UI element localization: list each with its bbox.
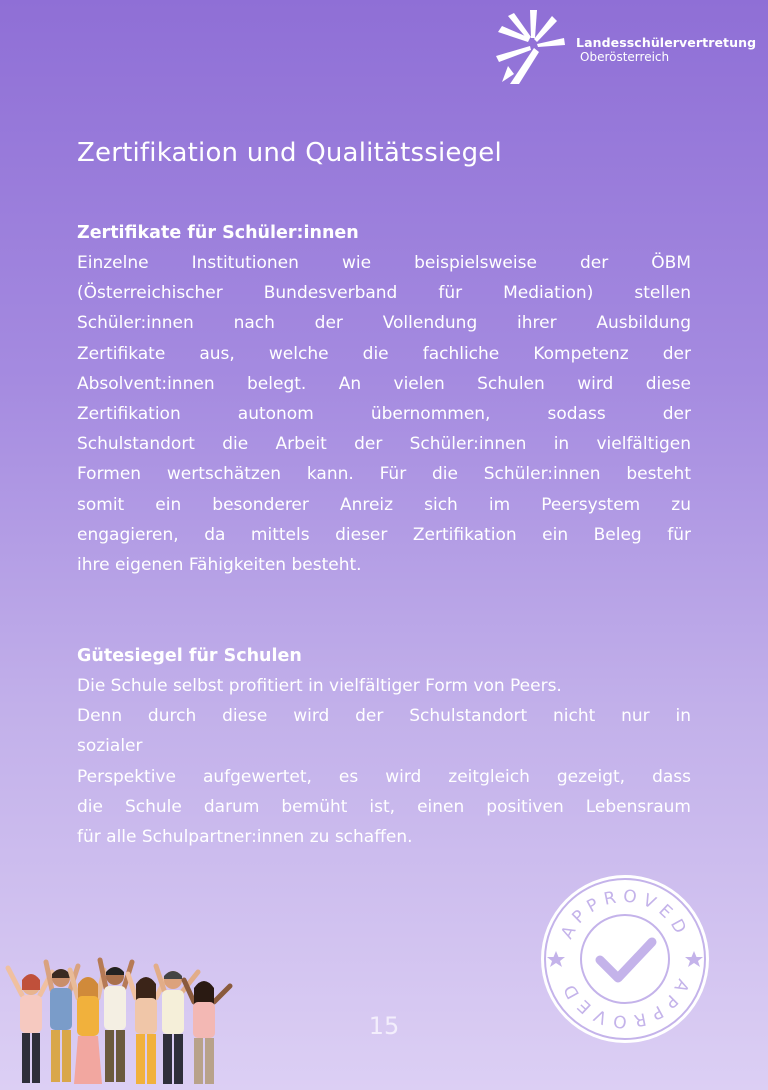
badge-text-top: APPROVED [557, 886, 693, 943]
paragraph-line: Schulstandort die Arbeit der Schüler:innen in vielfältigen [77, 434, 691, 455]
paragraph-line: sozialer [77, 736, 143, 757]
paragraph-line: die Schule darum bemüht ist, einen positiven Lebensraum [77, 796, 691, 817]
paragraph-line: engagieren, da mittels dieser Zertifikation ein Beleg für [77, 524, 691, 545]
approved-badge [538, 872, 712, 1046]
paragraph-line: Zertifikation autonom übernommen, sodass der [77, 404, 691, 425]
paragraph-line: (Österreichischer Bundesverband für Mediation) stellen [77, 283, 691, 304]
logo-subtitle: Oberösterreich [580, 50, 670, 64]
logo-title: Landesschülervertretung [576, 35, 757, 50]
paragraph-line: Formen wertschätzen kann. Für die Schüler:innen besteht [77, 464, 691, 485]
paragraph-line: Absolvent:innen belegt. An vielen Schulen wird diese [77, 373, 691, 394]
section-certificates [77, 218, 691, 580]
paragraph-line: Schüler:innen nach der Vollendung ihrer Ausbildung [77, 313, 691, 334]
paragraph-line: für alle Schulpartner:innen zu schaffen. [77, 827, 413, 848]
paragraph-line: ihre eigenen Fähigkeiten besteht. [77, 555, 362, 576]
section-quality-seal [77, 641, 691, 852]
paragraph-line: Die Schule selbst profitiert in vielfältiger Form von Peers. [77, 676, 562, 696]
paragraph-line: Zertifikate aus, welche die fachliche Kompetenz der [77, 343, 691, 364]
section-heading: Gütesiegel für Schulen [77, 646, 302, 666]
paragraph-line: Einzelne Institutionen wie beispielsweise der ÖBM [77, 253, 691, 273]
paragraph-line: Perspektive aufgewertet, es wird zeitgleich gezeigt, dass [77, 766, 691, 787]
page-number: 15 [368, 1012, 400, 1040]
cheering-people-illustration [0, 940, 240, 1090]
logo [494, 8, 764, 88]
section-heading: Zertifikate für Schüler:innen [77, 223, 359, 243]
paragraph-line: somit ein besonderer Anreiz sich im Peersystem zu [77, 494, 691, 515]
paragraph-line: Denn durch diese wird der Schulstandort nicht nur in [77, 706, 691, 727]
page-title: Zertifikation und Qualitätssiegel [77, 138, 502, 168]
badge-text-bottom: APPROVED [557, 975, 693, 1032]
star-burst-arrows-logo-icon [494, 8, 572, 86]
